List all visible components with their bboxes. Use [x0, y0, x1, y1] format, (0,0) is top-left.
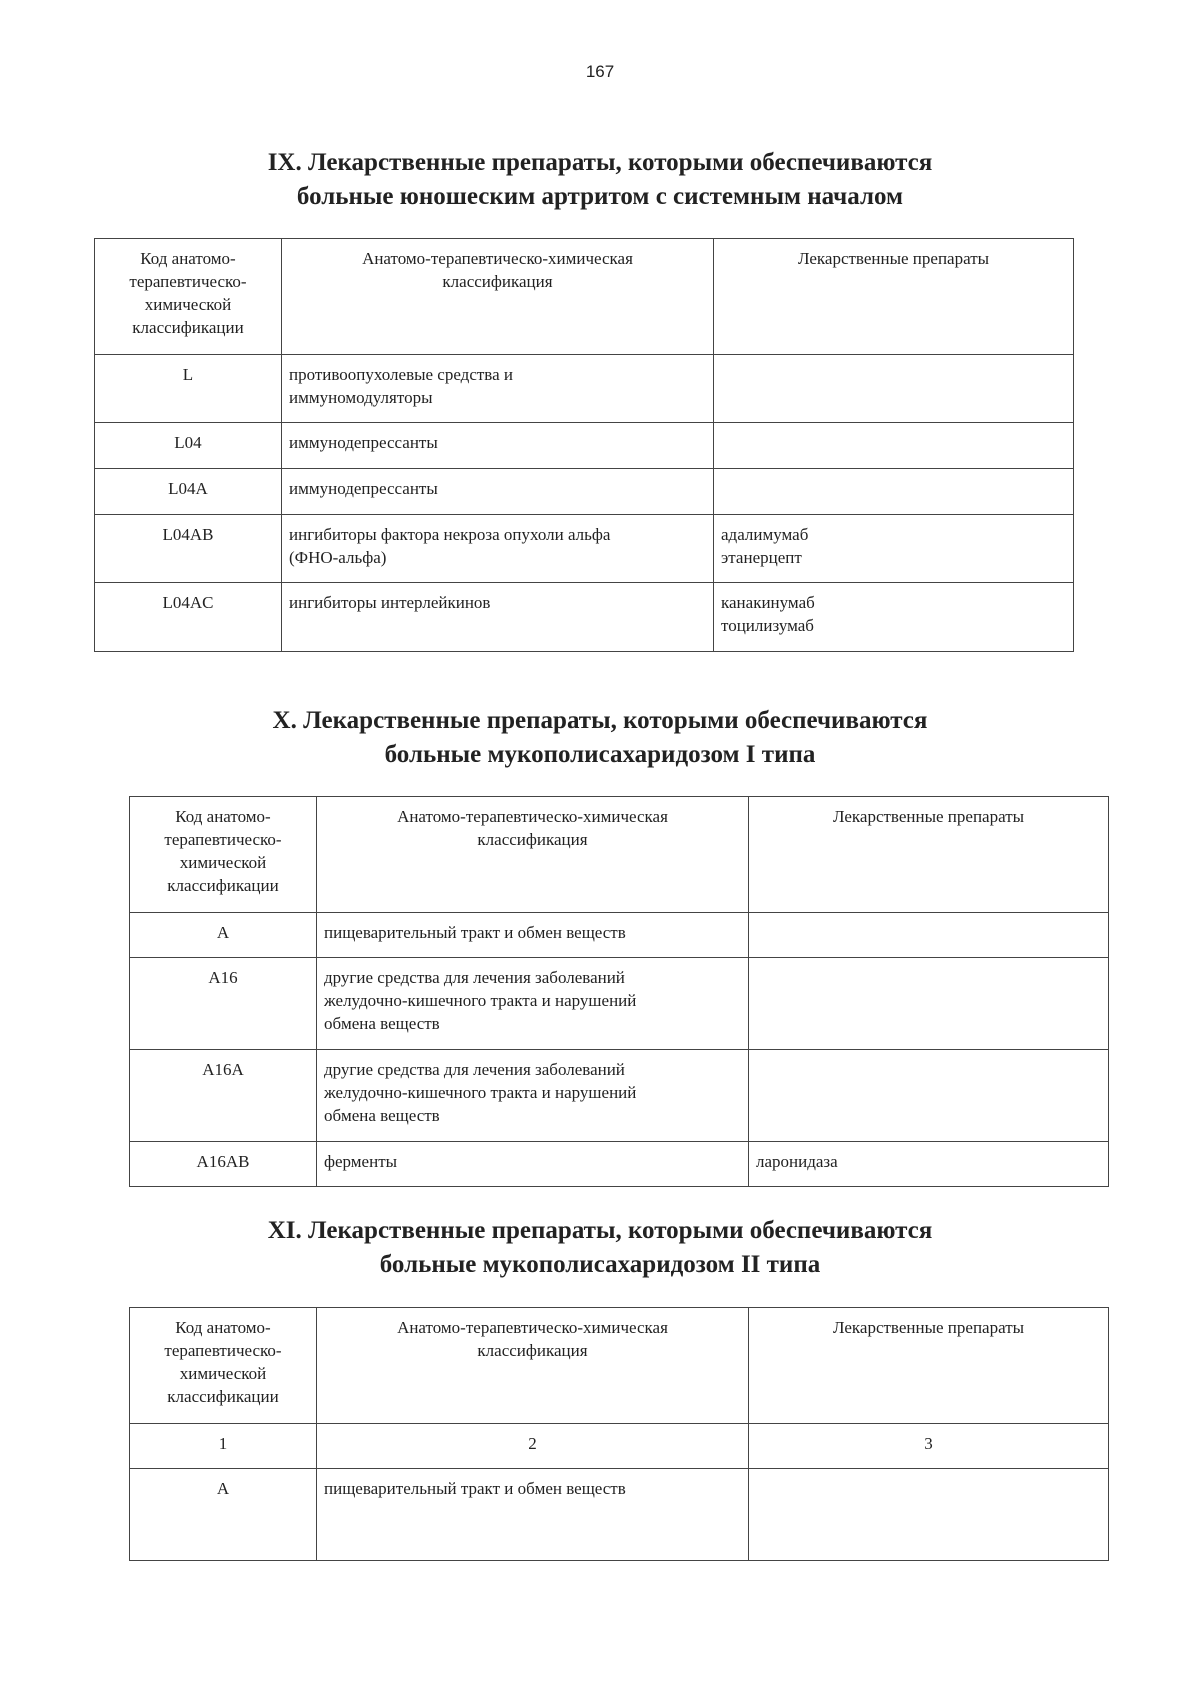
cell-text: другие средства для лечения заболеваний	[324, 968, 625, 987]
header-classification-cell	[282, 239, 714, 355]
drugs-cell	[749, 1469, 1109, 1561]
header-text: Лекарственные препараты	[832, 1318, 1025, 1337]
section-title-line: X. Лекарственные препараты, которыми обеспечиваются	[272, 707, 928, 734]
header-text: терапевтическо-	[164, 830, 282, 849]
code-cell: A16AB	[130, 1142, 317, 1187]
table-row	[95, 423, 1074, 469]
cell-text: пищеварительный тракт и обмен веществ	[324, 1479, 626, 1498]
header-text: Анатомо-терапевтическо-химическая	[362, 249, 633, 268]
drugs-cell	[714, 355, 1074, 423]
header-text: химической	[144, 295, 232, 314]
header-text: Лекарственные препараты	[797, 249, 990, 268]
drugs-cell	[749, 1050, 1109, 1142]
cell-text: желудочно-кишечного тракта и нарушений	[324, 1083, 637, 1102]
header-text: Код анатомо-	[175, 1318, 271, 1337]
drug-name: ларонидаза	[756, 1152, 838, 1171]
table-row	[130, 1050, 1109, 1142]
header-text: классификация	[477, 1341, 588, 1360]
header-text: классификации	[132, 318, 244, 337]
section-title	[0, 704, 1200, 772]
cell-text: желудочно-кишечного тракта и нарушений	[324, 991, 637, 1010]
header-text: Код анатомо-	[140, 249, 236, 268]
code-cell: L04	[95, 423, 282, 469]
code-cell: A	[130, 913, 317, 958]
header-code-cell	[130, 1308, 317, 1424]
header-classification-cell	[317, 1308, 749, 1424]
cell-text: (ФНО-альфа)	[289, 548, 387, 567]
drugs-cell	[714, 469, 1074, 515]
section-title	[0, 1214, 1200, 1282]
drugs-cell	[749, 958, 1109, 1050]
classification-cell	[282, 355, 714, 423]
cell-text: обмена веществ	[324, 1014, 440, 1033]
cell-text: иммунодепрессанты	[289, 479, 438, 498]
drug-name: тоцилизумаб	[721, 616, 814, 635]
drug-table-x	[129, 796, 1109, 1187]
column-number: 2	[317, 1424, 749, 1469]
code-cell: L04AC	[95, 583, 282, 652]
drug-name: канакинумаб	[721, 593, 815, 612]
table-row	[130, 913, 1109, 958]
header-text: Код анатомо-	[175, 807, 271, 826]
header-classification-cell	[317, 797, 749, 913]
header-drugs-cell	[749, 1308, 1109, 1424]
code-cell: A16	[130, 958, 317, 1050]
section-title-line: XI. Лекарственные препараты, которыми обеспечиваются	[267, 1217, 933, 1244]
section-title	[0, 146, 1200, 214]
cell-text: другие средства для лечения заболеваний	[324, 1060, 625, 1079]
code-cell: A	[130, 1469, 317, 1561]
drug-table-ix	[94, 238, 1074, 652]
cell-text: противоопухолевые средства и	[289, 365, 513, 384]
table-row	[95, 583, 1074, 652]
drugs-cell	[749, 913, 1109, 958]
table-header-row	[130, 797, 1109, 913]
section-title-line: IX. Лекарственные препараты, которыми обеспечиваются	[267, 149, 933, 176]
header-text: Лекарственные препараты	[832, 807, 1025, 826]
drugs-cell	[714, 515, 1074, 583]
code-cell: A16A	[130, 1050, 317, 1142]
table-row	[95, 355, 1074, 423]
classification-cell	[282, 423, 714, 469]
section-title-line: больные юношеским артритом с системным началом	[296, 183, 904, 210]
classification-cell	[317, 1050, 749, 1142]
cell-text: иммунодепрессанты	[289, 433, 438, 452]
section-xi	[0, 1214, 1200, 1282]
classification-cell	[317, 1469, 749, 1561]
page-number: 167	[585, 62, 615, 81]
cell-text: пищеварительный тракт и обмен веществ	[324, 923, 626, 942]
drug-table-xi	[129, 1307, 1109, 1561]
header-text: терапевтическо-	[129, 272, 247, 291]
classification-cell	[282, 515, 714, 583]
section-ix	[0, 146, 1200, 214]
classification-cell	[282, 583, 714, 652]
classification-cell	[282, 469, 714, 515]
header-text: классификация	[442, 272, 553, 291]
table-row	[130, 1469, 1109, 1561]
header-code-cell	[130, 797, 317, 913]
table-row	[95, 515, 1074, 583]
cell-text: ингибиторы фактора некроза опухоли альфа	[289, 525, 611, 544]
code-cell: L04AB	[95, 515, 282, 583]
drug-name: адалимумаб	[721, 525, 809, 544]
table-header-row	[130, 1308, 1109, 1424]
cell-text: обмена веществ	[324, 1106, 440, 1125]
header-text: классификации	[167, 1387, 279, 1406]
drugs-cell	[714, 423, 1074, 469]
header-text: химической	[179, 1364, 267, 1383]
cell-text: иммуномодуляторы	[289, 388, 433, 407]
section-title-line: больные мукополисахаридозом II типа	[379, 1251, 821, 1278]
cell-text: ингибиторы интерлейкинов	[289, 593, 491, 612]
section-x	[0, 704, 1200, 772]
column-number: 3	[749, 1424, 1109, 1469]
column-number-row	[130, 1424, 1109, 1469]
classification-cell	[317, 1142, 749, 1187]
table-row	[130, 958, 1109, 1050]
header-text: химической	[179, 853, 267, 872]
classification-cell	[317, 958, 749, 1050]
header-text: классификация	[477, 830, 588, 849]
section-title-line: больные мукополисахаридозом I типа	[384, 741, 816, 768]
header-code-cell	[95, 239, 282, 355]
header-text: классификации	[167, 876, 279, 895]
table-row	[95, 469, 1074, 515]
classification-cell	[317, 913, 749, 958]
code-cell: L04A	[95, 469, 282, 515]
header-drugs-cell	[749, 797, 1109, 913]
header-text: Анатомо-терапевтическо-химическая	[397, 807, 668, 826]
drugs-cell	[749, 1142, 1109, 1187]
header-drugs-cell	[714, 239, 1074, 355]
drug-name: этанерцепт	[721, 548, 802, 567]
header-text: терапевтическо-	[164, 1341, 282, 1360]
cell-text: ферменты	[324, 1152, 398, 1171]
column-number: 1	[130, 1424, 317, 1469]
code-cell: L	[95, 355, 282, 423]
table-row	[130, 1142, 1109, 1187]
table-header-row	[95, 239, 1074, 355]
header-text: Анатомо-терапевтическо-химическая	[397, 1318, 668, 1337]
drugs-cell	[714, 583, 1074, 652]
